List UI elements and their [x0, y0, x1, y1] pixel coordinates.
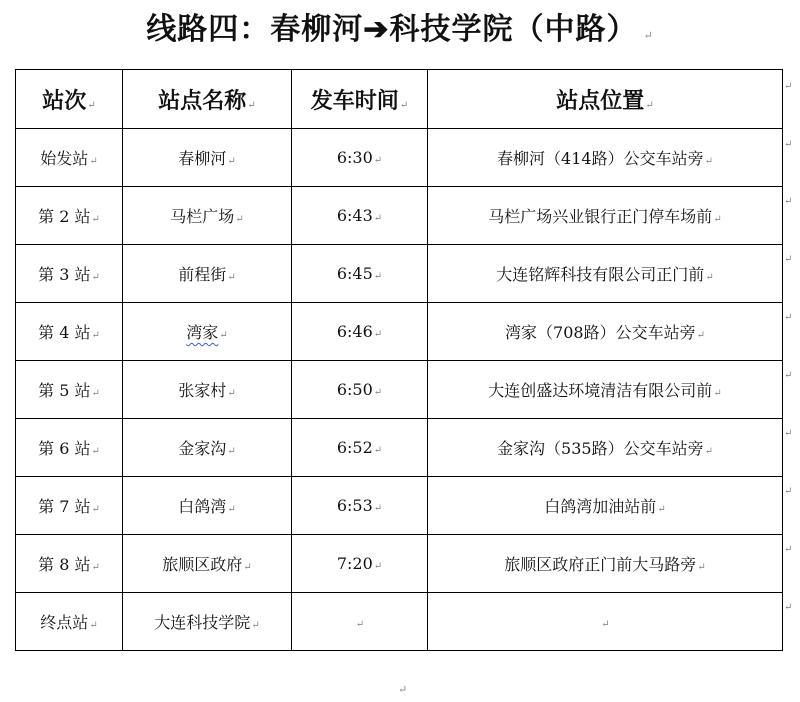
departure-time-cell: 6:30↵	[292, 129, 428, 187]
stop-order-cell: 第 2 站↵	[16, 187, 123, 245]
table-header-row	[16, 70, 783, 129]
departure-time-cell: 6:53↵	[292, 477, 428, 535]
table-row	[16, 593, 783, 651]
table-row	[16, 129, 783, 187]
stop-location-cell: 大连创盛达环境清洁有限公司前↵	[428, 361, 783, 419]
spellcheck-underlined-word: 湾家	[186, 323, 219, 342]
stop-location-cell: 湾家（708路）公交车站旁↵	[428, 303, 783, 361]
row-end-mark-icon: ↵	[784, 139, 793, 150]
stop-name-cell: 大连科技学院↵	[123, 593, 292, 651]
column-header-name: 站点名称↵	[123, 70, 292, 129]
row-end-mark-icon: ↵	[784, 312, 793, 323]
stop-name-cell: 马栏广场↵	[123, 187, 292, 245]
document-title-text: 线路四：春柳河➔科技学院（中路）	[146, 12, 638, 47]
column-header-stop: 站次↵	[16, 70, 123, 129]
row-end-mark-icon: ↵	[784, 370, 793, 381]
bus-schedule-table	[15, 69, 783, 651]
table-row	[16, 187, 783, 245]
stop-name-cell: 前程街↵	[123, 245, 292, 303]
row-end-mark-icon: ↵	[784, 486, 793, 497]
stop-order-cell: 第 6 站↵	[16, 419, 123, 477]
row-end-mark-icon: ↵	[784, 428, 793, 439]
stop-name-cell: 金家沟↵	[123, 419, 292, 477]
stop-order-cell: 第 5 站↵	[16, 361, 123, 419]
departure-time-cell: ↵	[292, 593, 428, 651]
departure-time-cell: 7:20↵	[292, 535, 428, 593]
table-row	[16, 303, 783, 361]
document-title	[0, 4, 800, 48]
stop-location-cell: 大连铭辉科技有限公司正门前↵	[428, 245, 783, 303]
stop-location-cell: 白鸽湾加油站前↵	[428, 477, 783, 535]
row-end-mark-icon: ↵	[784, 544, 793, 555]
departure-time-cell: 6:46↵	[292, 303, 428, 361]
stop-order-cell: 第 4 站↵	[16, 303, 123, 361]
departure-time-cell: 6:52↵	[292, 419, 428, 477]
document-end-paragraph-mark-icon: ↵	[398, 683, 408, 696]
paragraph-mark-icon: ↵	[643, 29, 654, 42]
stop-order-cell: 第 7 站↵	[16, 477, 123, 535]
stop-location-cell: 马栏广场兴业银行正门停车场前↵	[428, 187, 783, 245]
stop-name-cell: 张家村↵	[123, 361, 292, 419]
table-row	[16, 245, 783, 303]
column-header-location: 站点位置↵	[428, 70, 783, 129]
stop-order-cell: 终点站↵	[16, 593, 123, 651]
table-row	[16, 477, 783, 535]
table-row	[16, 419, 783, 477]
departure-time-cell: 6:50↵	[292, 361, 428, 419]
stop-location-cell: ↵	[428, 593, 783, 651]
stop-order-cell: 第 8 站↵	[16, 535, 123, 593]
departure-time-cell: 6:45↵	[292, 245, 428, 303]
row-end-mark-icon: ↵	[784, 196, 793, 207]
row-end-mark-icon: ↵	[784, 81, 793, 92]
stop-name-cell: 旅顺区政府↵	[123, 535, 292, 593]
departure-time-cell: 6:43↵	[292, 187, 428, 245]
column-header-time: 发车时间↵	[292, 70, 428, 129]
stop-name-cell: 湾家↵	[123, 303, 292, 361]
table-row	[16, 361, 783, 419]
stop-name-cell: 白鸽湾↵	[123, 477, 292, 535]
stop-name-cell: 春柳河↵	[123, 129, 292, 187]
row-end-mark-icon: ↵	[784, 254, 793, 265]
table-row	[16, 535, 783, 593]
stop-location-cell: 春柳河（414路）公交车站旁↵	[428, 129, 783, 187]
row-end-mark-icon: ↵	[784, 602, 793, 613]
stop-order-cell: 第 3 站↵	[16, 245, 123, 303]
stop-location-cell: 旅顺区政府正门前大马路旁↵	[428, 535, 783, 593]
stop-order-cell: 始发站↵	[16, 129, 123, 187]
stop-location-cell: 金家沟（535路）公交车站旁↵	[428, 419, 783, 477]
